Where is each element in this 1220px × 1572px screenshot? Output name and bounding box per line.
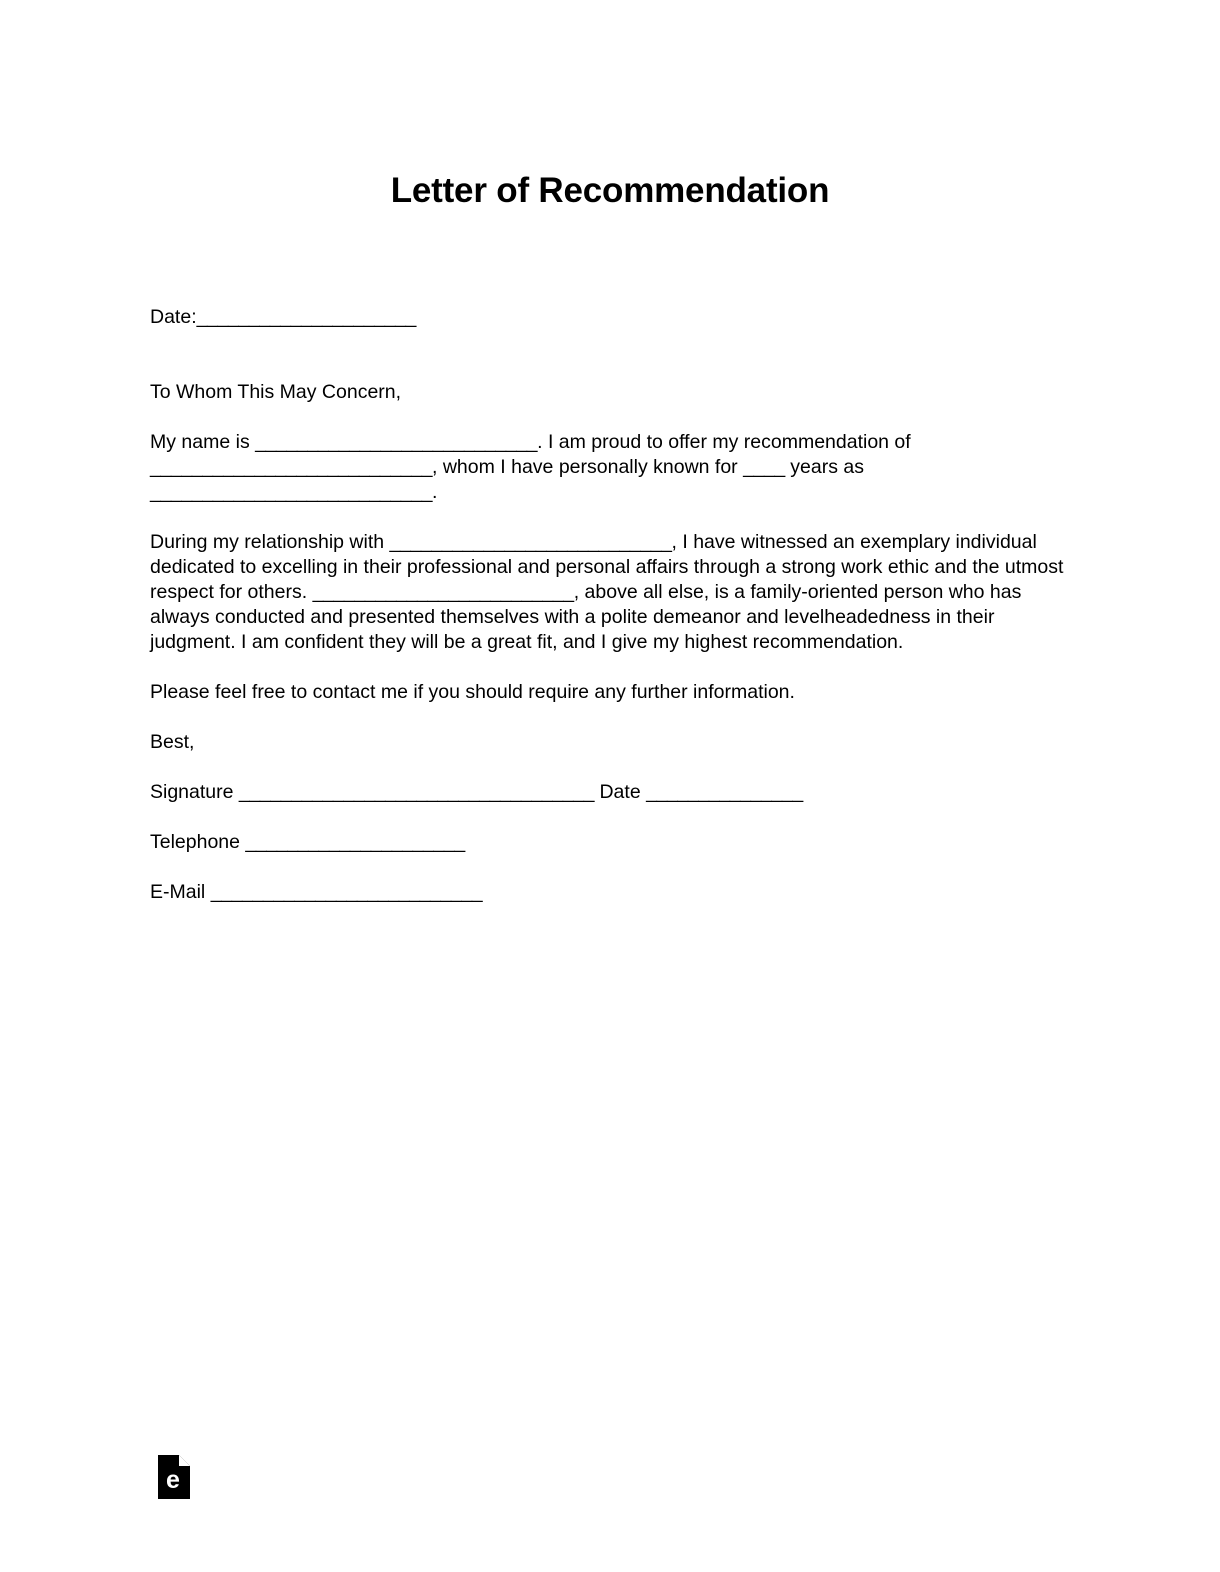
body-text-part-1: During my relationship with [150, 531, 390, 553]
intro-text-part-2: . I am proud to offer my recommendation of [537, 431, 911, 453]
intro-text-part-3: , whom I have personally known for [432, 456, 744, 478]
spacer-after-date [150, 330, 1070, 380]
body-text-part-2: , I have witnessed an exemplary individual dedicated to excelling in their professional and personal affairs through a strong work ethic and the utmost respect for others. [150, 531, 1064, 603]
spacer-after-paragraph-1 [150, 505, 1070, 530]
recommender-name-blank[interactable]: ___________________________ [255, 431, 538, 453]
page-title: Letter of Recommendation [390, 171, 830, 210]
relationship-subject-blank[interactable]: ___________________________ [389, 531, 672, 553]
signature-line [150, 780, 1070, 805]
spacer-after-signature [150, 805, 1070, 830]
spacer-after-paragraph-3 [150, 705, 1070, 730]
paragraph-introduction [150, 430, 1070, 505]
signature-date-blank-field[interactable]: _______________ [646, 781, 803, 803]
telephone-blank-field[interactable]: _____________________ [245, 831, 465, 853]
eforms-logo [158, 1455, 190, 1499]
candidate-name-blank[interactable]: ___________________________ [150, 456, 433, 478]
closing-salutation: Best, [150, 731, 195, 753]
relationship-blank[interactable]: ___________________________ [150, 481, 433, 503]
svg-text:e: e [166, 1466, 180, 1494]
email-label: E-Mail [150, 881, 206, 903]
spacer-after-telephone [150, 855, 1070, 880]
telephone-label: Telephone [150, 831, 240, 853]
date-blank-field[interactable]: _____________________ [196, 306, 416, 328]
telephone-line [150, 830, 1070, 855]
intro-text-part-4: years as [784, 456, 864, 478]
intro-text-part-1: My name is [150, 431, 256, 453]
signature-blank-field[interactable]: __________________________________ [238, 781, 595, 803]
date-line [150, 305, 1070, 330]
document-e-logo-icon [158, 1455, 190, 1499]
email-blank-field[interactable]: __________________________ [210, 881, 483, 903]
salutation: To Whom This May Concern, [150, 381, 402, 403]
paragraph-body [150, 530, 1070, 655]
body-text-part-3: , above all else, is a family-oriented person who has always conducted and presented themselves with a polite demeanor and levelheadedness in their judgment. I am confident they will be a great fit, and I give my highest recommendation. [150, 581, 1022, 653]
spacer-after-closing [150, 755, 1070, 780]
signature-label: Signature [150, 781, 234, 803]
intro-text-part-5: . [432, 481, 438, 503]
paragraph-contact-offer: Please feel free to contact me if you should require any further information. [150, 681, 795, 703]
spacer-after-paragraph-2 [150, 655, 1070, 680]
subject-name-blank[interactable]: _________________________ [312, 581, 574, 603]
email-line [150, 880, 1070, 905]
years-known-blank[interactable]: ____ [743, 456, 785, 478]
date-label: Date: [150, 306, 197, 328]
letter-body [150, 305, 1070, 905]
signature-date-label: Date [599, 781, 641, 803]
spacer-after-salutation [150, 405, 1070, 430]
